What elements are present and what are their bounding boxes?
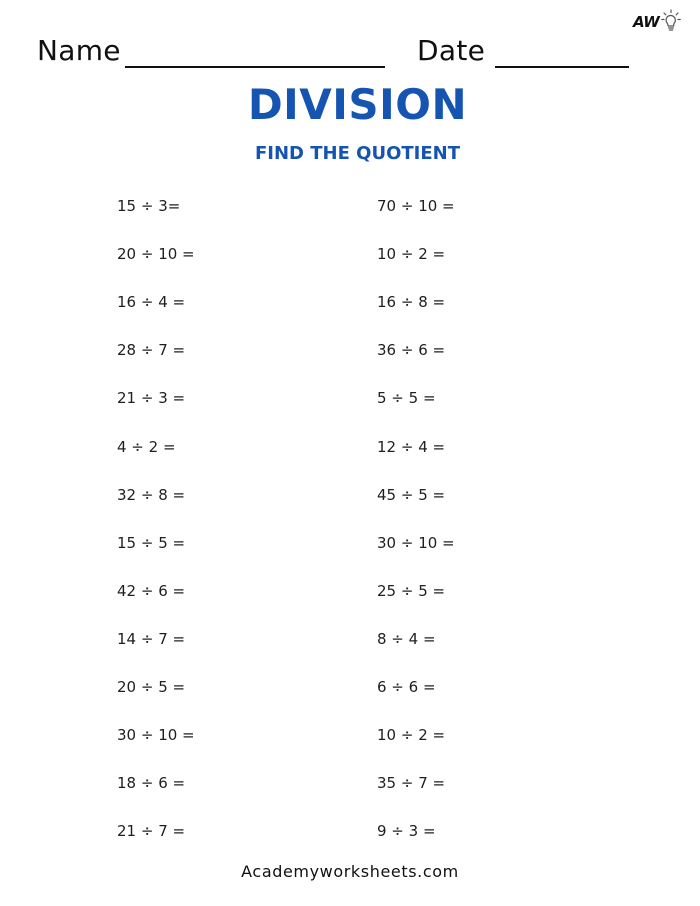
division-problem-left-13: 18 ÷ 6 = <box>117 774 186 792</box>
division-problem-left-5: 21 ÷ 3 = <box>117 389 186 407</box>
division-problem-right-2: 10 ÷ 2 = <box>377 245 446 263</box>
date-blank-line[interactable] <box>495 66 629 68</box>
division-problem-left-9: 42 ÷ 6 = <box>117 582 186 600</box>
footer-website: Academyworksheets.com <box>241 862 459 881</box>
worksheet-title: DIVISION <box>247 80 468 129</box>
division-problem-left-14: 21 ÷ 7 = <box>117 822 186 840</box>
name-date-header <box>37 32 637 76</box>
division-problem-right-14: 9 ÷ 3 = <box>377 822 436 840</box>
division-problem-right-13: 35 ÷ 7 = <box>377 774 446 792</box>
division-problem-right-11: 6 ÷ 6 = <box>377 678 436 696</box>
date-label: Date <box>417 34 486 67</box>
division-problem-left-3: 16 ÷ 4 = <box>117 293 186 311</box>
division-problem-left-4: 28 ÷ 7 = <box>117 341 186 359</box>
name-blank-line[interactable] <box>125 66 385 68</box>
worksheet-subtitle: FIND THE QUOTIENT <box>254 143 460 164</box>
division-problem-right-9: 25 ÷ 5 = <box>377 582 446 600</box>
division-problem-left-8: 15 ÷ 5 = <box>117 534 186 552</box>
division-problem-right-8: 30 ÷ 10 = <box>377 534 455 552</box>
division-problem-left-6: 4 ÷ 2 = <box>117 438 176 456</box>
division-problem-right-5: 5 ÷ 5 = <box>377 389 436 407</box>
division-problem-right-7: 45 ÷ 5 = <box>377 486 446 504</box>
division-problem-left-10: 14 ÷ 7 = <box>117 630 186 648</box>
division-problem-right-4: 36 ÷ 6 = <box>377 341 446 359</box>
division-problem-right-10: 8 ÷ 4 = <box>377 630 436 648</box>
division-problem-left-12: 30 ÷ 10 = <box>117 726 195 744</box>
logo-text: AW <box>633 13 660 31</box>
division-problem-left-2: 20 ÷ 10 = <box>117 245 195 263</box>
lightbulb-icon <box>661 9 681 33</box>
division-problem-right-3: 16 ÷ 8 = <box>377 293 446 311</box>
division-problem-left-11: 20 ÷ 5 = <box>117 678 186 696</box>
division-problem-right-12: 10 ÷ 2 = <box>377 726 446 744</box>
division-problem-right-6: 12 ÷ 4 = <box>377 438 446 456</box>
name-label: Name <box>37 34 121 67</box>
division-problem-left-1: 15 ÷ 3= <box>117 197 181 215</box>
division-problem-left-7: 32 ÷ 8 = <box>117 486 186 504</box>
division-problem-right-1: 70 ÷ 10 = <box>377 197 455 215</box>
academy-worksheets-logo <box>633 9 681 35</box>
